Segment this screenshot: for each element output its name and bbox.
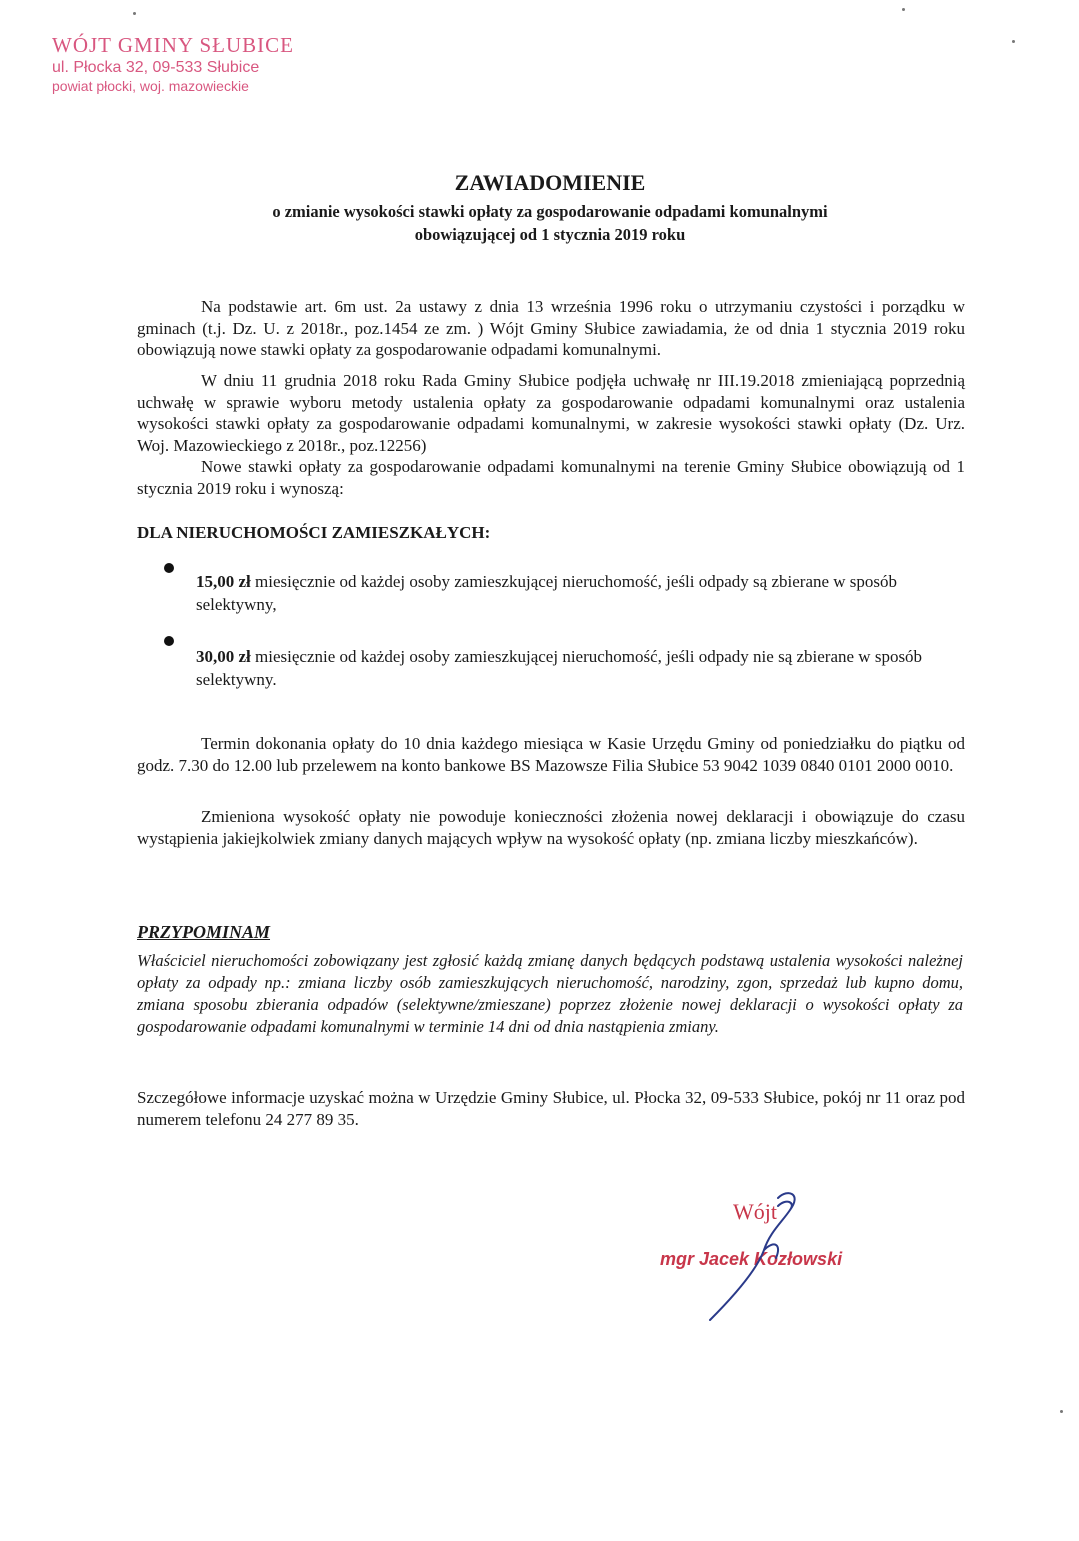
subtitle-line-2: obowiązującej od 1 stycznia 2019 roku	[414, 225, 686, 244]
paragraph-new-rates-intro	[137, 456, 965, 499]
paragraph-declaration-note	[137, 806, 965, 849]
scan-speck	[1060, 1410, 1063, 1413]
stamp-line-3: powiat płocki, woj. mazowieckie	[52, 78, 249, 95]
rate-item	[196, 570, 966, 616]
signature-name: mgr Jacek Kozłowski	[660, 1249, 843, 1269]
scan-speck	[133, 12, 136, 15]
scan-speck	[902, 8, 905, 11]
paragraph-text: Termin dokonania opłaty do 10 dnia każdego miesiąca w Kasie Urzędu Gminy od poniedziałku do piątku od godz. 7.30 do 12.00 lub przelewem na konto bankowe BS Mazowsze Filia Słubice 53 9042 1039 0840 0101 2000 0010.	[137, 734, 965, 775]
paragraph-resolution	[137, 370, 965, 456]
subtitle-line-1: o zmianie wysokości stawki opłaty za gospodarowanie odpadami komunalnymi	[272, 202, 828, 221]
paragraph-legal-basis	[137, 296, 965, 361]
rate-item	[196, 645, 966, 691]
handwritten-signature	[690, 1180, 830, 1330]
official-stamp	[52, 32, 294, 96]
rate-amount: 30,00 zł	[196, 647, 251, 666]
stamp-line-1: WÓJT GMINY SŁUBICE	[52, 33, 294, 57]
document-title: ZAWIADOMIENIE	[454, 170, 646, 195]
stamp-line-2: ul. Płocka 32, 09-533 Słubice	[52, 59, 260, 77]
document-subtitle	[0, 200, 1079, 246]
bullet-icon	[164, 636, 174, 646]
signature-role: Wójt	[733, 1199, 777, 1224]
paragraph-text: Na podstawie art. 6m ust. 2a ustawy z dnia 13 września 1996 roku o utrzymaniu czystości i porządku w gminach (t.j. Dz. U. z 2018r., poz.1454 ze zm. ) Wójt Gminy Słubice zawiadamia, że od dnia 1 stycznia 2019 roku obowiązują nowe stawki opłaty za gospodarowanie odpadami komunalnymi.	[137, 297, 965, 359]
paragraph-text: Nowe stawki opłaty za gospodarowanie odpadami komunalnymi na terenie Gminy Słubice obowiązują od 1 stycznia 2019 roku i wynoszą:	[137, 457, 965, 498]
scan-speck	[1012, 40, 1015, 43]
paragraph-text: Szczegółowe informacje uzyskać można w Urzędzie Gminy Słubice, ul. Płocka 32, 09-533 Słubice, pokój nr 11 oraz pod numerem telefonu 24 277 89 35.	[137, 1088, 965, 1129]
paragraph-text: W dniu 11 grudnia 2018 roku Rada Gminy Słubice podjęła uchwałę nr III.19.2018 zmieniającą poprzednią uchwałę w sprawie wyboru metody ustalenia opłaty za gospodarowanie odpadami komunalnymi oraz ustalenia wysokości stawki opłaty za gospodarowanie odpadami komunalnymi, w zakresie wysokości stawki opłaty (Dz. Urz. Woj. Mazowieckiego z 2018r., poz.12256)	[137, 371, 965, 455]
bullet-icon	[164, 563, 174, 573]
rate-amount: 15,00 zł	[196, 572, 251, 591]
reminder-heading: PRZYPOMINAM	[137, 922, 271, 942]
paragraph-payment-terms	[137, 733, 965, 776]
rate-description: miesięcznie od każdej osoby zamieszkującej nieruchomość, jeśli odpady nie są zbierane w sposób selektywny.	[196, 647, 923, 689]
paragraph-contact-info	[137, 1087, 965, 1130]
rates-section-heading: DLA NIERUCHOMOŚCI ZAMIESZKAŁYCH:	[137, 523, 491, 542]
reminder-text: Właściciel nieruchomości zobowiązany jest zgłosić każdą zmianę danych będących podstawą ustalenia wysokości należnej opłaty za odpady np.: zmiana liczby osób zamieszkujących nieruchomość, narodziny, zgon, sprzedaż lub kupno domu, zmiana sposobu zbierania odpadów (selektywne/zmieszane) poprzez złożenie nowej deklaracji o wysokości opłaty za gospodarowanie odpadami komunalnymi w terminie 14 dni od dnia nastąpienia zmiany.	[137, 951, 963, 1036]
rate-description: miesięcznie od każdej osoby zamieszkującej nieruchomość, jeśli odpady są zbierane w sposób selektywny,	[196, 572, 898, 614]
paragraph-text: Zmieniona wysokość opłaty nie powoduje konieczności złożenia nowej deklaracji i obowiązuje do czasu wystąpienia jakiejkolwiek zmiany danych mających wpływ na wysokość opłaty (np. zmiana liczby mieszkańców).	[137, 807, 965, 848]
